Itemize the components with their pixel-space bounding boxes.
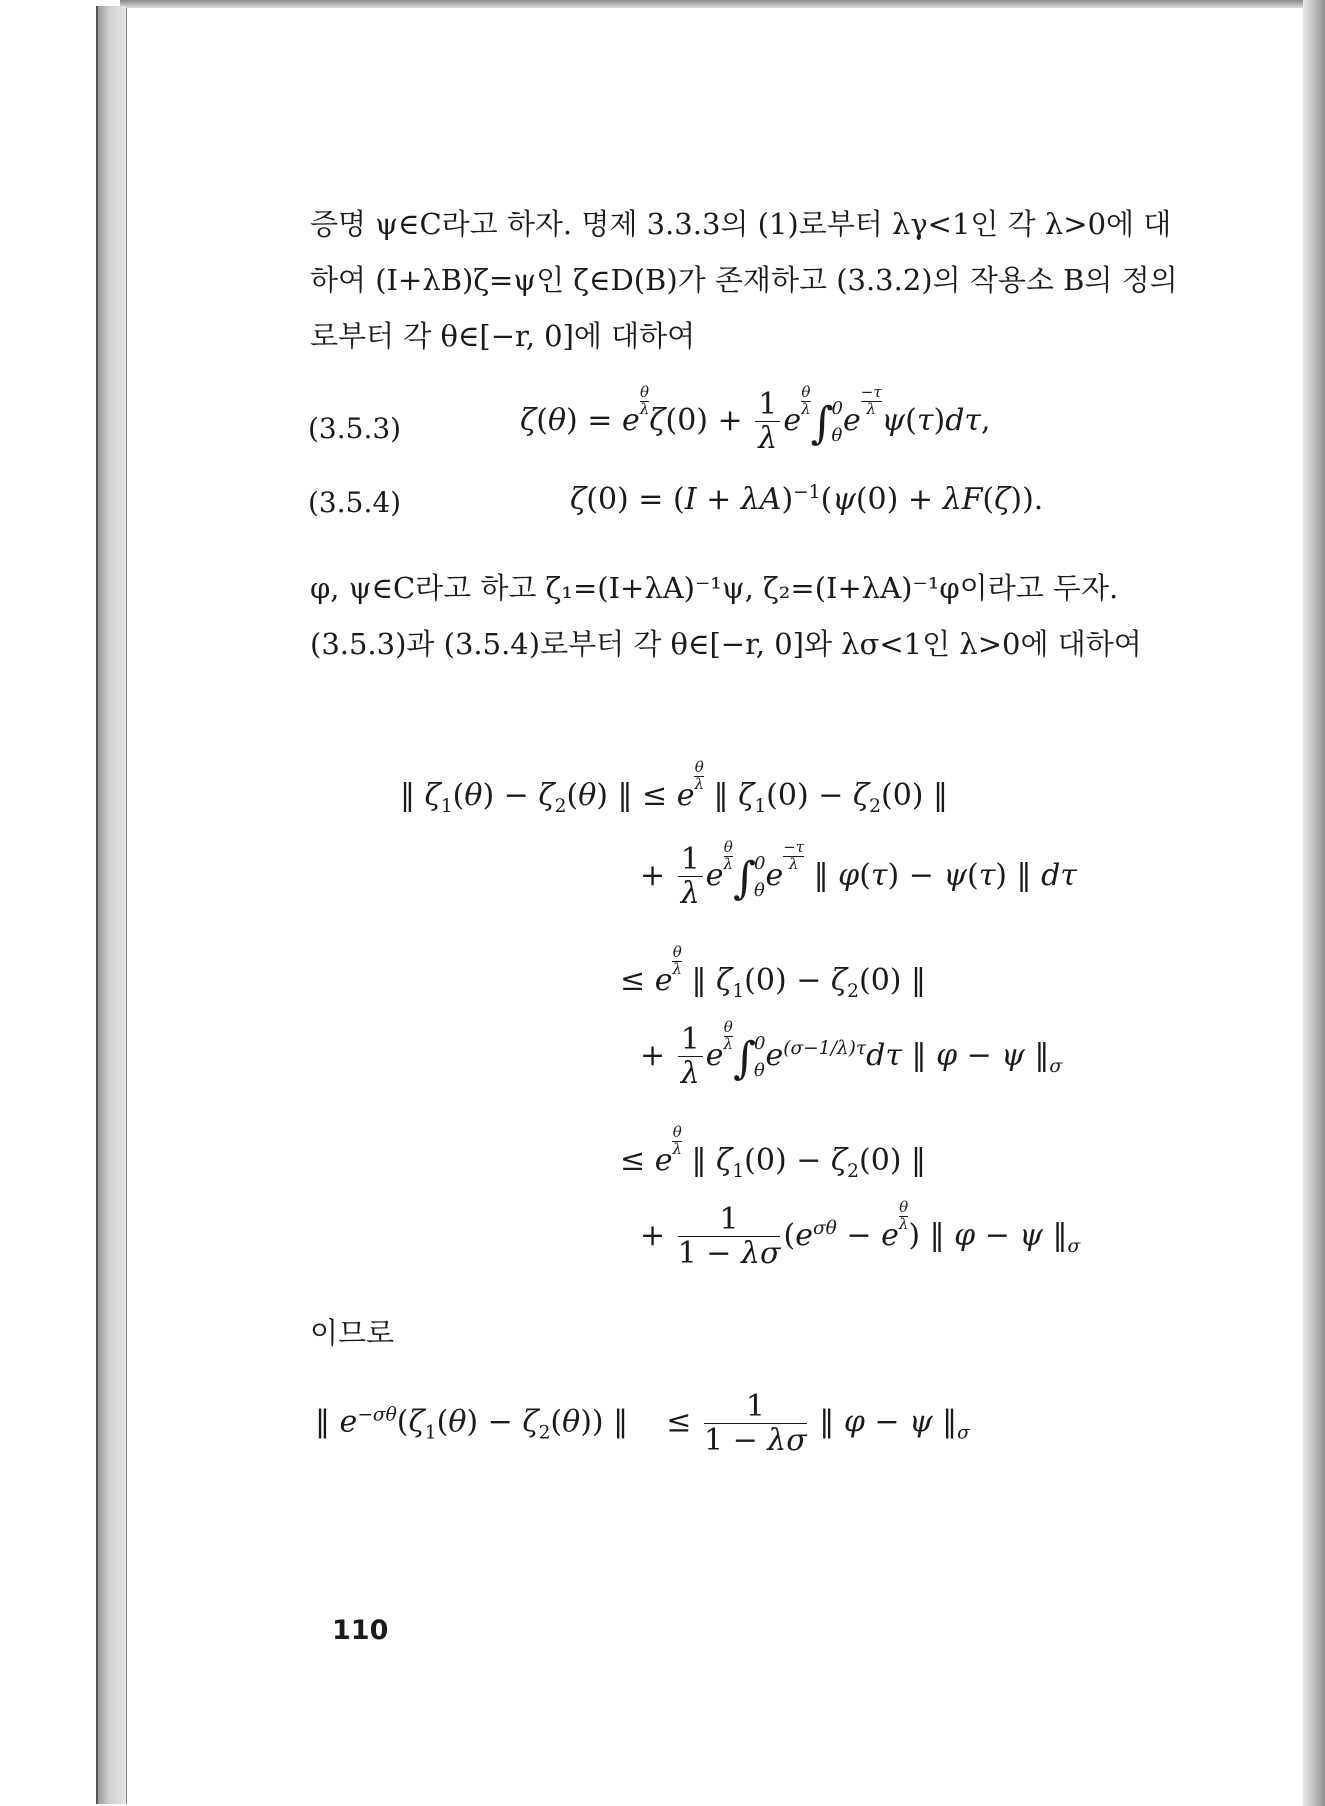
equation-3-5-3: ζ(θ) = e $\frac{\theta}{\lambda}$ ζ(0) + $\frac{1}{\lambda}$ e $\frac{\theta}{\lambda}$ ∫0 θe $\frac{-\tau}{\lambda}$ ψ(τ)dτ,	[520, 383, 991, 457]
final-inequality: ‖ $e^{-\sigma\theta}(\zeta_1(\theta) - \zeta_2(\theta))$ ‖ ≤ $\frac{1}{1 - \lambda\sigma}$ ‖ φ − ψ $‖_\sigma$	[315, 1389, 970, 1458]
book-edge-top	[120, 0, 1315, 8]
book-edge-left	[96, 6, 126, 1804]
estimate-line-1: ‖ $\zeta_1(\theta) - \zeta_2(\theta)$ ‖ ≤ e $\frac{\theta}{\lambda}$ ‖ $\zeta_1(0) - \zeta_2(0)$ ‖	[400, 758, 949, 817]
equation-number-3-5-4: (3.5.4)	[308, 486, 402, 519]
equation-3-5-4: $\zeta(0) = (I + \lambda A)^{-1}(\psi(0) + \lambda F(\zeta))$.	[570, 482, 1044, 517]
conclusion-word: 이므로	[310, 1316, 395, 1350]
book-edge-right	[1303, 0, 1325, 1806]
estimate-line-4: + $\frac{1}{\lambda}$ e $\frac{\theta}{\lambda}$ ∫0 $\theta e^{(\sigma-1/\lambda)\tau}d\tau$ ‖ φ − ψ $‖_\sigma$	[640, 1018, 1063, 1092]
definition-paragraph: φ, ψ∈C라고 하고 ζ₁=(I+λA)⁻¹ψ, ζ₂=(I+λA)⁻¹φ이라고 두자. (3.5.3)과 (3.5.4)로부터 각 θ∈[−r, 0]와 λσ<1인 λ>0에 대하여	[310, 571, 1142, 661]
estimate-line-3: ≤ e $\frac{\theta}{\lambda}$ ‖ $\zeta_1(0) - \zeta_2(0)$ ‖	[620, 943, 927, 1002]
equation-number-3-5-3: (3.5.3)	[308, 412, 402, 445]
estimate-line-5: ≤ e $\frac{\theta}{\lambda}$ ‖ $\zeta_1(0) - \zeta_2(0)$ ‖	[620, 1123, 927, 1182]
estimate-line-6: + $\frac{1}{1 - \lambda\sigma}$ ($e^{\sigma\theta} - e$ $\frac{\theta}{\lambda}$ ) ‖ φ − ψ $‖_\sigma$	[640, 1198, 1081, 1272]
estimate-line-2: + $\frac{1}{\lambda}$ e $\frac{\theta}{\lambda}$ ∫0 θe $\frac{-\tau}{\lambda}$ ‖ φ(τ) − ψ(τ) ‖ dτ	[640, 838, 1077, 912]
proof-paragraph: 증명 ψ∈C라고 하자. 명제 3.3.3의 (1)로부터 λγ<1인 각 λ>0에 대하여 (I+λB)ζ=ψ인 ζ∈D(B)가 존재하고 (3.3.2)의 작용소 B의 정의로부터 각 θ∈[−r, 0]에 대하여	[310, 207, 1178, 353]
page-number: 110	[332, 1615, 389, 1646]
